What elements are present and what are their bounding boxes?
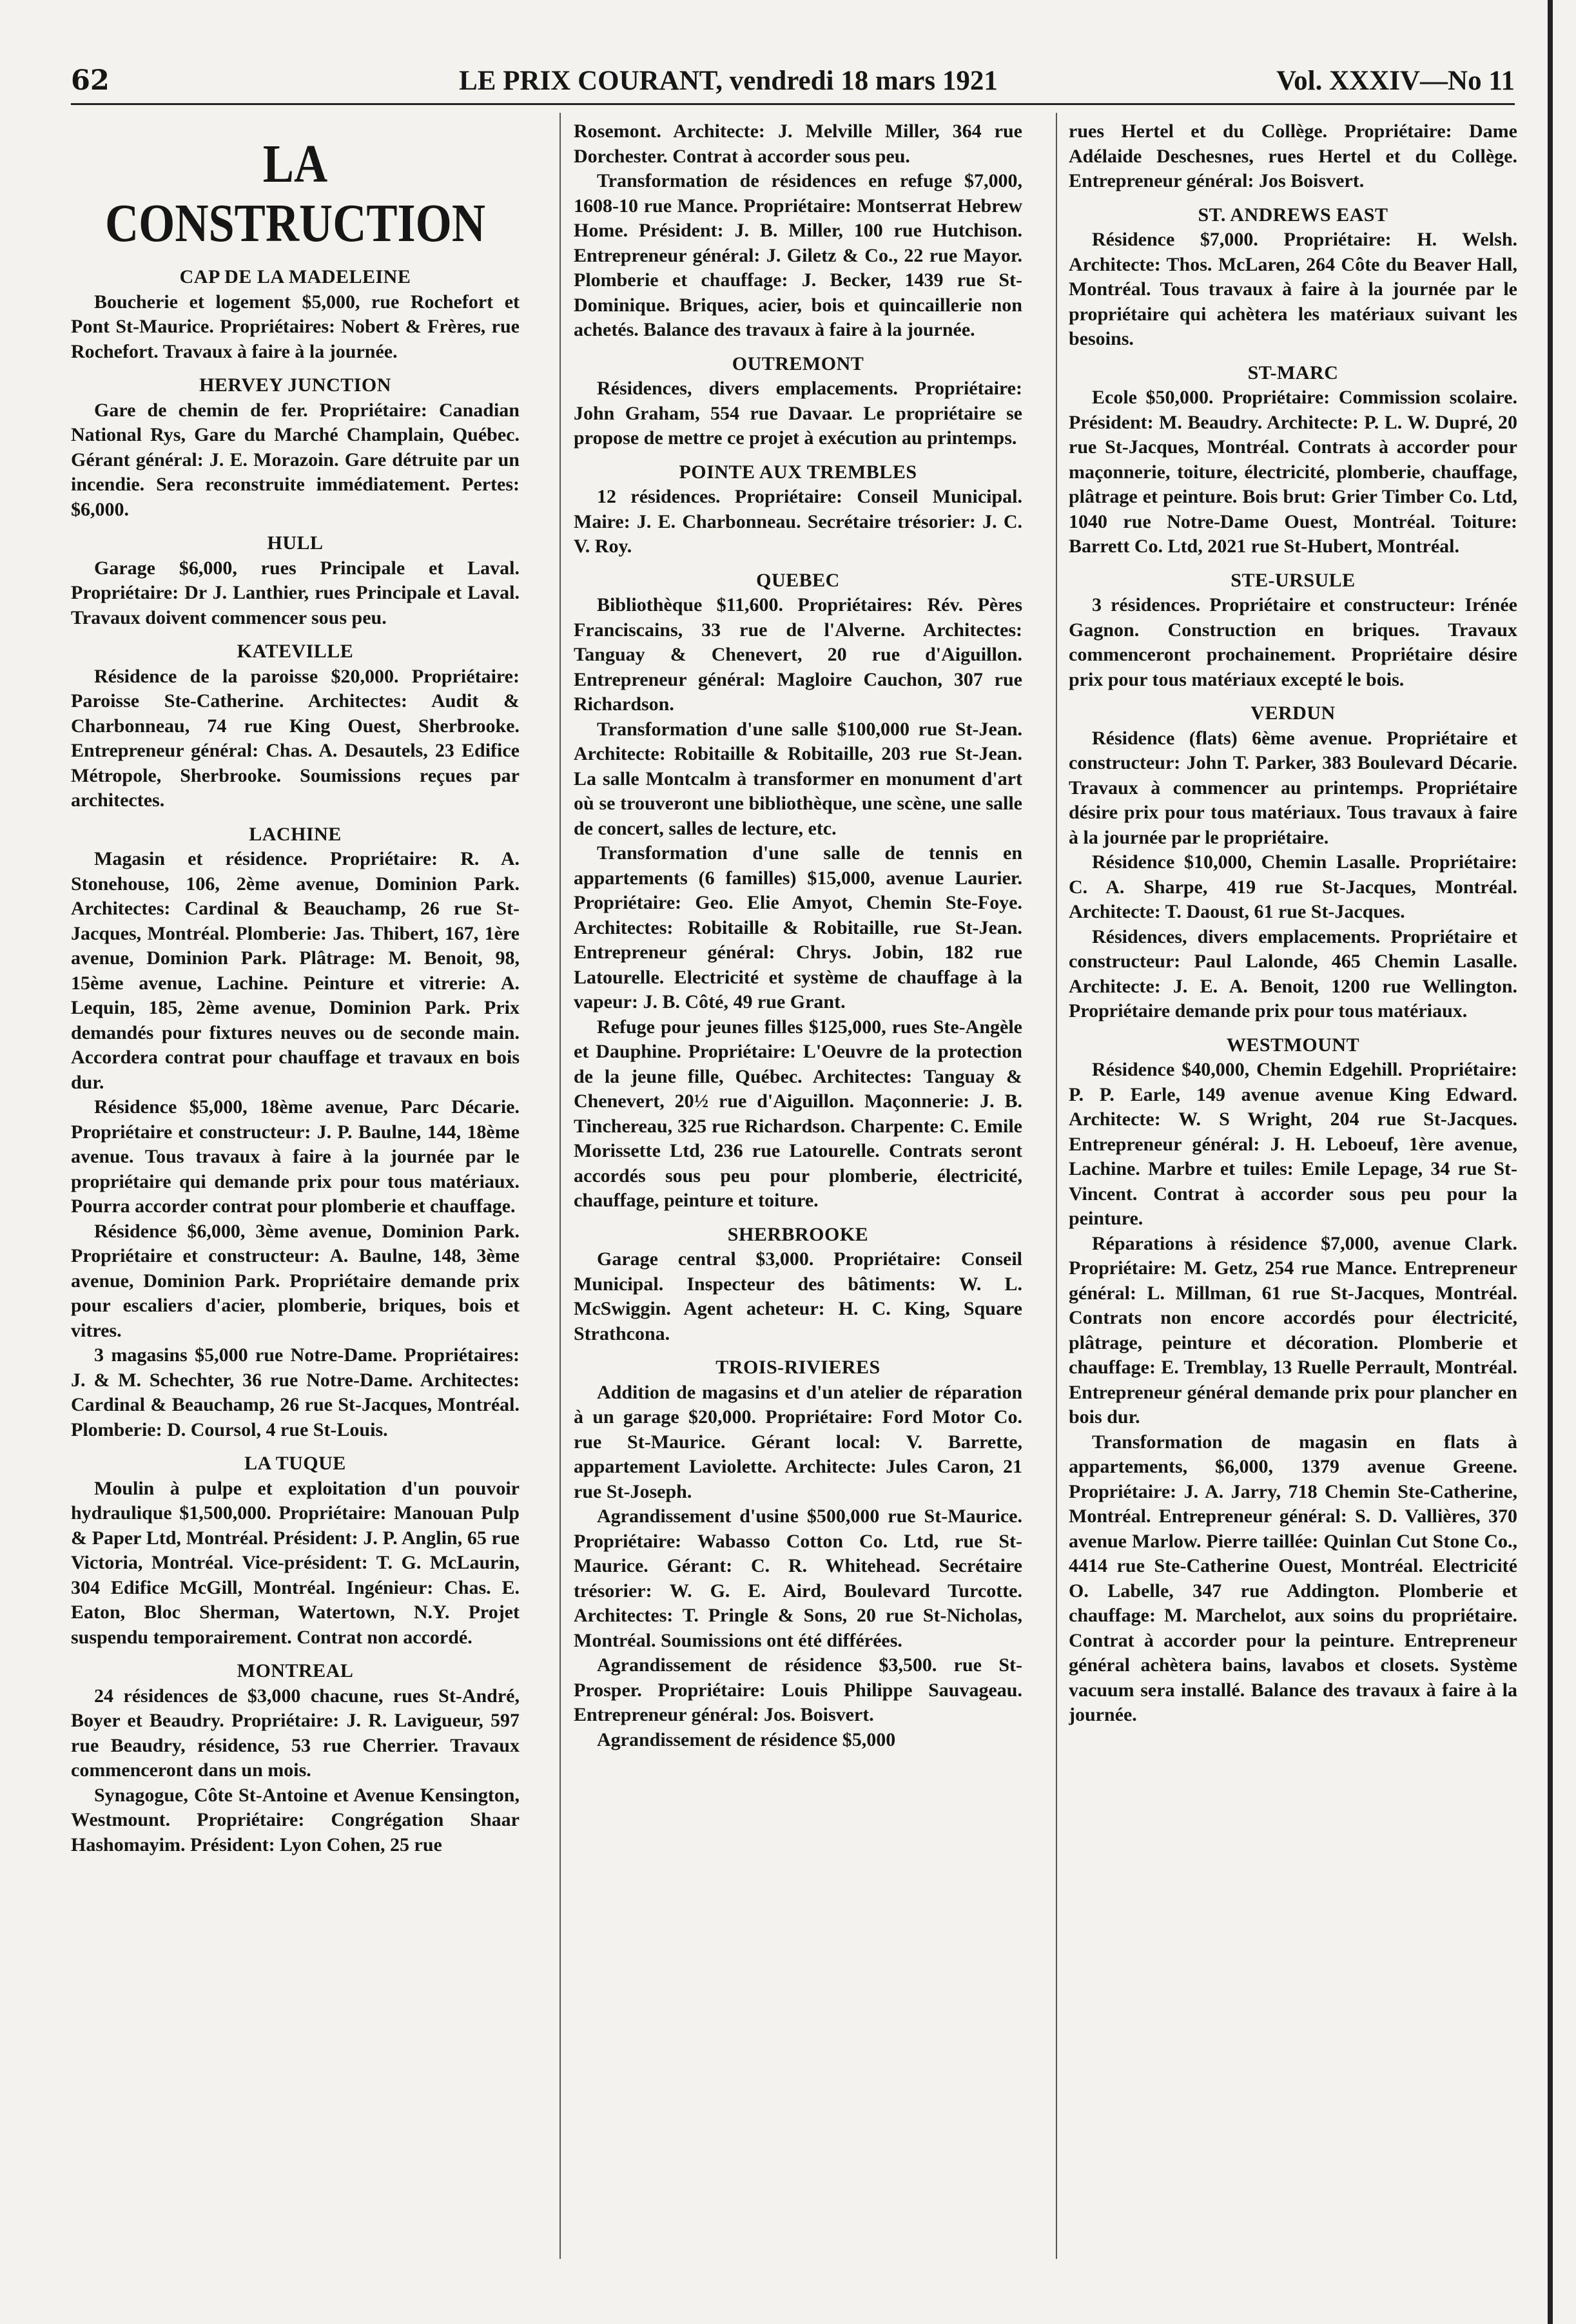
listing-paragraph: Transformation d'une salle $100,000 rue St-Jean. Architecte: Robitaille & Robitaille, 203 rue St-Jean. La salle Montcalm à transformer en monument d'art où se trouveront une bibliothèque, une scène, une salle de concert, salles de lecture, etc.	[574, 718, 1022, 839]
locality-heading: SHERBROOKE	[727, 1223, 869, 1245]
listing-paragraph: Boucherie et logement $5,000, rue Rochefort et Pont St-Maurice. Propriétaires: Nobert & Frères, rue Rochefort. Travaux à faire à la journée.	[71, 291, 520, 362]
listing-paragraph: Rosemont. Architecte: J. Melville Miller, 364 rue Dorchester. Contrat à accorder sous peu.	[574, 121, 1022, 167]
locality-heading: LACHINE	[249, 823, 342, 845]
listing-paragraph: Gare de chemin de fer. Propriétaire: Canadian National Rys, Gare du Marché Champlain, Québec. Gérant général: J. E. Morazoin. Gare détruite par un incendie. Sera reconstruite immédiatement. Pertes: $6,000.	[71, 399, 520, 520]
listing-paragraph: Garage central $3,000. Propriétaire: Conseil Municipal. Inspecteur des bâtiments: W. L. McSwiggin. Agent acheteur: H. C. King, Square Strathcona.	[574, 1248, 1022, 1344]
listing-paragraph: Résidence $6,000, 3ème avenue, Dominion Park. Propriétaire et constructeur: A. Baulne, 148, 3ème avenue, Dominion Park. Propriétaire demande prix pour escaliers d'acier, plomberie, briques, bois et vitres.	[71, 1220, 520, 1341]
listing-paragraph: Magasin et résidence. Propriétaire: R. A. Stonehouse, 106, 2ème avenue, Dominion Park. Architectes: Cardinal & Beauchamp, 26 rue St-Jacques, Montréal. Plomberie: Jas. Thibert, 167, 1ère avenue, Dominion Park. Plâtrage: M. Benoit, 98, 15ème avenue, Lachine. Peinture et vitrerie: A. Lequin, 185, 2ème avenue, Dominion Park. Prix demandés pour fixtures neuves ou de seconde main. Accordera contrat pour chauffage et travaux en bois dur.	[71, 848, 520, 1093]
listing-paragraph: Résidence $5,000, 18ème avenue, Parc Décarie. Propriétaire et constructeur: J. P. Baulne, 144, 18ème avenue. Tous travaux à faire à la journée par le propriétaire qui demande prix pour tous matériaux. Pourra accorder contrat pour plomberie et chauffage.	[71, 1096, 520, 1217]
listing-paragraph: Bibliothèque $11,600. Propriétaires: Rév. Pères Franciscains, 33 rue de l'Alverne. Architectes: Tanguay & Chenevert, 20 rue d'Aiguillon. Entrepreneur général: Magloire Cauchon, 307 rue Richardson.	[574, 594, 1022, 715]
article-columns	[71, 119, 1515, 2310]
locality-heading: LA TUQUE	[244, 1453, 346, 1474]
column-3	[1069, 119, 1517, 2310]
listing-paragraph: Moulin à pulpe et exploitation d'un pouvoir hydraulique $1,500,000. Propriétaire: Manouan Pulp & Paper Ltd, Montréal. Président: J. P. Anglin, 65 rue Victoria, Montréal. Vice-président: T. G. McLaurin, 304 Edifice McGill, Montréal. Ingénieur: Chas. E. Eaton, Bloc Sherman, Watertown, N.Y. Projet suspendu temporairement. Contrat non accordé.	[71, 1477, 520, 1648]
locality-heading: ST. ANDREWS EAST	[1198, 204, 1388, 226]
locality-heading: TROIS-RIVIERES	[715, 1357, 880, 1378]
listing-paragraph: Résidence de la paroisse $20,000. Propriétaire: Paroisse Ste-Catherine. Architectes: Audit & Charbonneau, 74 rue King Ouest, Sherbrooke. Entrepreneur général: Chas. A. Desautels, 23 Edifice Métropole, Sherbrooke. Soumissions reçues par architectes.	[71, 665, 520, 811]
listing-paragraph: Agrandissement de résidence $3,500. rue St-Prosper. Propriétaire: Louis Philippe Sauvageau. Entrepreneur général: Jos. Boisvert.	[574, 1654, 1022, 1725]
locality-heading: WESTMOUNT	[1226, 1034, 1360, 1056]
column-1	[71, 119, 520, 2310]
listing-paragraph: Synagogue, Côte St-Antoine et Avenue Kensington, Westmount. Propriétaire: Congrégation Shaar Hashomayim. Président: Lyon Cohen, 25 rue	[71, 1784, 520, 1855]
listing-paragraph: Résidences, divers emplacements. Propriétaire et constructeur: Paul Lalonde, 465 Chemin Lasalle. Architecte: J. E. A. Benoit, 1200 rue Wellington. Propriétaire demande prix pour tous matériaux.	[1069, 925, 1517, 1022]
listing-paragraph: Transformation d'une salle de tennis en appartements (6 familles) $15,000, avenue Laurier. Propriétaire: Geo. Elie Amyot, Chemin Ste-Foye. Architectes: Robitaille & Robitaille, rue St-Jean. Entrepreneur général: Chrys. Jobin, 182 rue Latourelle. Electricité et système de chauffage à la vapeur: J. B. Côté, 49 rue Grant.	[574, 842, 1022, 1012]
listing-paragraph: 12 résidences. Propriétaire: Conseil Municipal. Maire: J. E. Charbonneau. Secrétaire trésorier: J. C. V. Roy.	[574, 486, 1022, 557]
listing-paragraph: Transformation de résidences en refuge $7,000, 1608-10 rue Mance. Propriétaire: Montserrat Hebrew Home. Président: J. B. Miller, 100 rue Hutchison. Entrepreneur général: J. Giletz & Co., 22 rue Mayor. Plomberie et chauffage: J. Becker, 1439 rue St-Dominique. Briques, acier, bois et quincaillerie non achetés. Balance des travaux à faire à la journée.	[574, 170, 1022, 340]
page-edge-shadow	[1548, 0, 1553, 2324]
listing-paragraph: Addition de magasins et d'un atelier de réparation à un garage $20,000. Propriétaire: Ford Motor Co. rue St-Maurice. Gérant local: V. Barrette, appartement Laviolette. Architecte: Jules Caron, 21 rue St-Joseph.	[574, 1381, 1022, 1502]
locality-heading: OUTREMONT	[732, 353, 864, 374]
listing-paragraph: Réparations à résidence $7,000, avenue Clark. Propriétaire: M. Getz, 254 rue Mance. Entrepreneur général: L. Millman, 61 rue St-Jacques, Montréal. Contrats non encore accordés pour électricité, plâtrage, peinture et décoration. Plomberie et chauffage: E. Tremblay, 13 Ruelle Perrault, Montréal. Entrepreneur général demande prix pour plancher en bois dur.	[1069, 1232, 1517, 1428]
locality-heading: ST-MARC	[1247, 362, 1339, 383]
listing-paragraph: Agrandissement d'usine $500,000 rue St-Maurice. Propriétaire: Wabasso Cotton Co. Ltd, rue St-Maurice. Gérant: C. R. Whitehead. Secrétaire trésorier: W. G. E. Aird, Boulevard Turcotte. Architectes: T. Pringle & Sons, 20 rue St-Nicholas, Montréal. Soumissions ont été différées.	[574, 1506, 1022, 1651]
locality-heading: VERDUN	[1250, 702, 1336, 724]
listing-paragraph: 24 résidences de $3,000 chacune, rues St-André, Boyer et Beaudry. Propriétaire: J. R. Lavigueur, 597 rue Beaudry, résidence, 53 rue Cherrier. Travaux commenceront dans un mois.	[71, 1685, 520, 1781]
listing-paragraph: Ecole $50,000. Propriétaire: Commission scolaire. Président: M. Beaudry. Architecte: P. L. W. Dupré, 20 rue St-Jacques, Montréal. Contrats à accorder pour maçonnerie, toiture, électricité, plomberie, chauffage, plâtrage et peinture. Bois brut: Grier Timber Co. Ltd, 1040 rue Notre-Dame Ouest, Montréal. Toiture: Barrett Co. Ltd, 2021 rue St-Hubert, Montréal.	[1069, 387, 1517, 557]
locality-heading: HULL	[267, 532, 324, 554]
listing-paragraph: Résidence (flats) 6ème avenue. Propriétaire et constructeur: John T. Parker, 383 Boulevard Décarie. Travaux à commencer au printemps. Propriétaire désire prix pour tous matériaux. Tous travaux à faire à la journée par le propriétaire.	[1069, 727, 1517, 848]
locality-heading: MONTREAL	[237, 1660, 354, 1681]
locality-heading: HERVEY JUNCTION	[199, 374, 391, 396]
locality-heading: STE-URSULE	[1231, 569, 1356, 591]
listing-paragraph: Résidence $7,000. Propriétaire: H. Welsh. Architecte: Thos. McLaren, 264 Côte du Beaver Hall, Montréal. Tous travaux à faire à la journée par le propriétaire qui achètera les matériaux suivant les besoins.	[1069, 229, 1517, 349]
column-2	[574, 119, 1022, 2310]
listing-paragraph: Garage $6,000, rues Principale et Laval. Propriétaire: Dr J. Lanthier, rues Principale et Laval. Travaux doivent commencer sous peu.	[71, 557, 520, 628]
listing-paragraph: 3 résidences. Propriétaire et constructeur: Irénée Gagnon. Construction en briques. Travaux commenceront prochainement. Propriétaire désire prix pour tous matériaux excepté le bois.	[1069, 594, 1517, 690]
locality-heading: POINTE AUX TREMBLES	[679, 461, 917, 483]
listing-paragraph: Refuge pour jeunes filles $125,000, rues Ste-Angèle et Dauphine. Propriétaire: L'Oeuvre de la protection de la jeune fille, Québec. Architectes: Tanguay & Chenevert, 20½ rue d'Aiguillon. Maçonnerie: J. B. Tinchereau, 325 rue Richardson. Charpente: C. Emile Morissette Ltd, 236 rue Latourelle. Contrats seront accordés sous peu pour plomberie, électricité, chauffage, peinture et toiture.	[574, 1016, 1022, 1211]
locality-heading: QUEBEC	[756, 569, 840, 591]
newspaper-title: LE PRIX COURANT, vendredi 18 mars 1921	[459, 65, 998, 96]
listing-paragraph: 3 magasins $5,000 rue Notre-Dame. Propriétaires: J. & M. Schechter, 36 rue Notre-Dame. Architectes: Cardinal & Beauchamp, 26 rue St-Jacques, Montréal. Plomberie: D. Coursol, 4 rue St-Louis.	[71, 1344, 520, 1440]
page-number: 62	[71, 64, 110, 97]
listing-paragraph: Résidence $40,000, Chemin Edgehill. Propriétaire: P. P. Earle, 149 avenue avenue King Edward. Architecte: W. S Wright, 204 rue St-Jacques. Entrepreneur général: J. H. Leboeuf, 1ère avenue, Lachine. Marbre et tuiles: Emile Lepage, 34 rue St-Vincent. Contrat à accorder sous peu pour la peinture.	[1069, 1059, 1517, 1229]
volume-number: Vol. XXXIV—No 11	[1276, 65, 1515, 96]
locality-heading: CAP DE LA MADELEINE	[179, 266, 411, 287]
listing-paragraph: Résidence $10,000, Chemin Lasalle. Propriétaire: C. A. Sharpe, 419 rue St-Jacques, Montréal. Architecte: T. Daoust, 61 rue St-Jacques.	[1069, 851, 1517, 922]
locality-heading: KATEVILLE	[237, 641, 354, 662]
listing-paragraph: rues Hertel et du Collège. Propriétaire: Dame Adélaide Deschesnes, rues Hertel et du Collège. Entrepreneur général: Jos Boisvert.	[1069, 121, 1517, 191]
listing-paragraph: Transformation de magasin en flats à appartements, $6,000, 1379 avenue Greene. Propriétaire: J. A. Jarry, 718 Chemin Ste-Catherine, Montréal. Entrepreneur général: S. D. Vallières, 370 avenue Marlow. Pierre taillée: Quinlan Cut Stone Co., 4414 rue Ste-Catherine Ouest, Montréal. Electricité O. Labelle, 347 rue Addington. Plomberie et chauffage: M. Marchelot, aux soins du propriétaire. Contrat à accorder pour la peinture. Entrepreneur général achètera bains, lavabos et closets. Système vacuum sera installé. Balance des travaux à faire à la journée.	[1069, 1431, 1517, 1725]
section-title: LA CONSTRUCTION	[104, 134, 486, 253]
listing-paragraph: Agrandissement de résidence $5,000	[597, 1728, 896, 1750]
page-header	[71, 58, 1515, 105]
listing-paragraph: Résidences, divers emplacements. Propriétaire: John Graham, 554 rue Davaar. Le propriétaire se propose de mettre ce projet à exécution au printemps.	[574, 378, 1022, 449]
